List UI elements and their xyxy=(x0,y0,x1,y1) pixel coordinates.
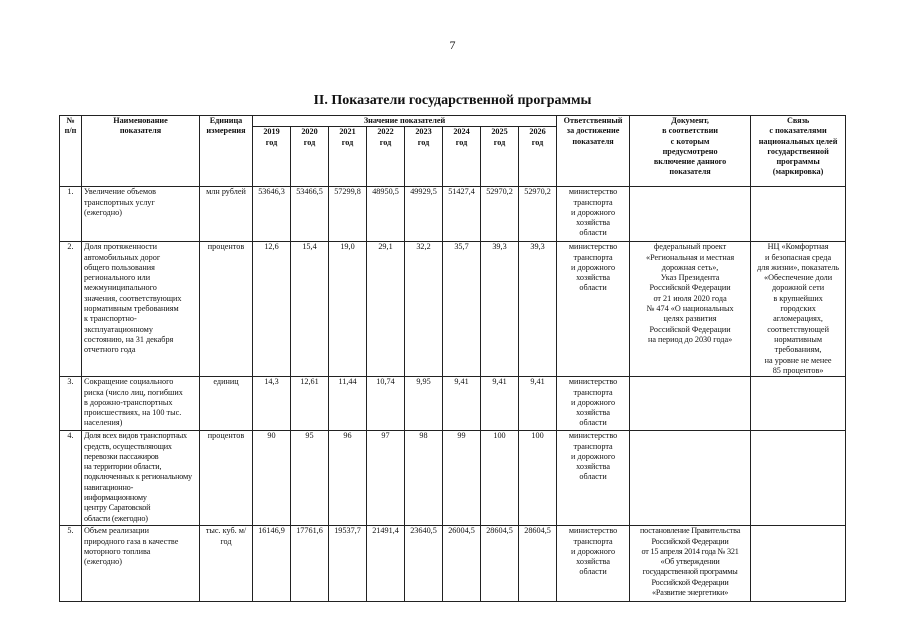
value-cell: 53466,5 xyxy=(291,187,329,242)
value-cell: 99 xyxy=(443,431,481,526)
header-year: 2023 год xyxy=(405,127,443,187)
value-cell: 12,6 xyxy=(253,242,291,377)
row-unit: млн рублей xyxy=(200,187,253,242)
value-cell: 19537,7 xyxy=(329,526,367,602)
row-responsible: министерство транспорта и дорожного хозяйства области xyxy=(557,377,630,431)
header-year: 2026 год xyxy=(519,127,557,187)
value-cell: 95 xyxy=(291,431,329,526)
table-row xyxy=(60,431,846,526)
header-unit: Единица измерения xyxy=(200,116,253,187)
row-num: 4. xyxy=(60,431,82,526)
value-cell: 97 xyxy=(367,431,405,526)
value-cell: 98 xyxy=(405,431,443,526)
header-num: № п/п xyxy=(60,116,82,187)
row-unit: процентов xyxy=(200,242,253,377)
value-cell: 39,3 xyxy=(519,242,557,377)
row-num: 1. xyxy=(60,187,82,242)
header-values-group: Значение показателей xyxy=(253,116,557,127)
header-link: Связь с показателями национальных целей государственной программы (маркировка) xyxy=(751,116,846,187)
table-row xyxy=(60,187,846,242)
value-cell: 90 xyxy=(253,431,291,526)
value-cell: 9,95 xyxy=(405,377,443,431)
row-link xyxy=(751,377,846,431)
header-year: 2019 год xyxy=(253,127,291,187)
row-document xyxy=(630,377,751,431)
value-cell: 19,0 xyxy=(329,242,367,377)
value-cell: 28604,5 xyxy=(519,526,557,602)
value-cell: 32,2 xyxy=(405,242,443,377)
header-year: 2020 год xyxy=(291,127,329,187)
row-responsible: министерство транспорта и дорожного хозяйства области xyxy=(557,526,630,602)
value-cell: 9,41 xyxy=(481,377,519,431)
value-cell: 53646,3 xyxy=(253,187,291,242)
row-document: постановление Правительства Российской Федерации от 15 апреля 2014 года № 321 «Об утверждении государственной программы Российской Федерации «Развитие энергетики» xyxy=(630,526,751,602)
indicators-table xyxy=(59,115,846,602)
row-link xyxy=(751,431,846,526)
header-responsible: Ответственный за достижение показателя xyxy=(557,116,630,187)
row-unit: процентов xyxy=(200,431,253,526)
value-cell: 52970,2 xyxy=(519,187,557,242)
value-cell: 28604,5 xyxy=(481,526,519,602)
row-responsible: министерство транспорта и дорожного хозяйства области xyxy=(557,431,630,526)
row-responsible: министерство транспорта и дорожного хозяйства области xyxy=(557,242,630,377)
header-year: 2024 год xyxy=(443,127,481,187)
value-cell: 49929,5 xyxy=(405,187,443,242)
value-cell: 96 xyxy=(329,431,367,526)
value-cell: 21491,4 xyxy=(367,526,405,602)
value-cell: 11,44 xyxy=(329,377,367,431)
page-number: 7 xyxy=(449,38,456,52)
value-cell: 16146,9 xyxy=(253,526,291,602)
value-cell: 17761,6 xyxy=(291,526,329,602)
header-year: 2021 год xyxy=(329,127,367,187)
table-row xyxy=(60,377,846,431)
value-cell: 23640,5 xyxy=(405,526,443,602)
table-row xyxy=(60,526,846,602)
table-row xyxy=(60,242,846,377)
row-document: федеральный проект «Региональная и местная дорожная сеть», Указ Президента Российской Федерации от 21 июля 2020 года № 474 «О национальных целях развития Российской Федерации на период до 2030 года» xyxy=(630,242,751,377)
row-name: Доля всех видов транспортных средств, осуществляющих перевозки пассажиров на территории области, подключенных к региональному навигационно- информационному центру Саратовской области (ежегодно) xyxy=(82,431,200,526)
row-document xyxy=(630,431,751,526)
row-document xyxy=(630,187,751,242)
row-unit: единиц xyxy=(200,377,253,431)
row-responsible: министерство транспорта и дорожного хозяйства области xyxy=(557,187,630,242)
value-cell: 10,74 xyxy=(367,377,405,431)
value-cell: 35,7 xyxy=(443,242,481,377)
value-cell: 14,3 xyxy=(253,377,291,431)
row-name: Доля протяженности автомобильных дорог общего пользования регионального или межмуниципального значения, соответствующих нормативным требованиям к транспортно- эксплуатационному состоянию, на 31 декабря отчетного года xyxy=(82,242,200,377)
row-link: НЦ «Комфортная и безопасная среда для жизни», показатель «Обеспечение доли дорожной сети в крупнейших городских агломерациях, соответствующей нормативным требованиям, на уровне не менее 85 процентов» xyxy=(751,242,846,377)
row-num: 2. xyxy=(60,242,82,377)
header-name: Наименование показателя xyxy=(82,116,200,187)
value-cell: 100 xyxy=(481,431,519,526)
section-title: II. Показатели государственной программы xyxy=(313,93,592,108)
row-link xyxy=(751,526,846,602)
value-cell: 48950,5 xyxy=(367,187,405,242)
value-cell: 9,41 xyxy=(519,377,557,431)
header-document: Документ, в соответствии с которым предусмотрено включение данного показателя xyxy=(630,116,751,187)
value-cell: 26004,5 xyxy=(443,526,481,602)
row-name: Сокращение социального риска (число лиц, погибших в дорожно-транспортных происшествиях, на 100 тыс. населения) xyxy=(82,377,200,431)
value-cell: 9,41 xyxy=(443,377,481,431)
value-cell: 52970,2 xyxy=(481,187,519,242)
value-cell: 29,1 xyxy=(367,242,405,377)
row-num: 5. xyxy=(60,526,82,602)
row-num: 3. xyxy=(60,377,82,431)
row-name: Объем реализации природного газа в качестве моторного топлива (ежегодно) xyxy=(82,526,200,602)
value-cell: 39,3 xyxy=(481,242,519,377)
row-unit: тыс. куб. м/ год xyxy=(200,526,253,602)
value-cell: 57299,8 xyxy=(329,187,367,242)
header-year: 2025 год xyxy=(481,127,519,187)
value-cell: 51427,4 xyxy=(443,187,481,242)
row-name: Увеличение объемов транспортных услуг (ежегодно) xyxy=(82,187,200,242)
value-cell: 15,4 xyxy=(291,242,329,377)
value-cell: 12,61 xyxy=(291,377,329,431)
header-year: 2022 год xyxy=(367,127,405,187)
row-link xyxy=(751,187,846,242)
value-cell: 100 xyxy=(519,431,557,526)
